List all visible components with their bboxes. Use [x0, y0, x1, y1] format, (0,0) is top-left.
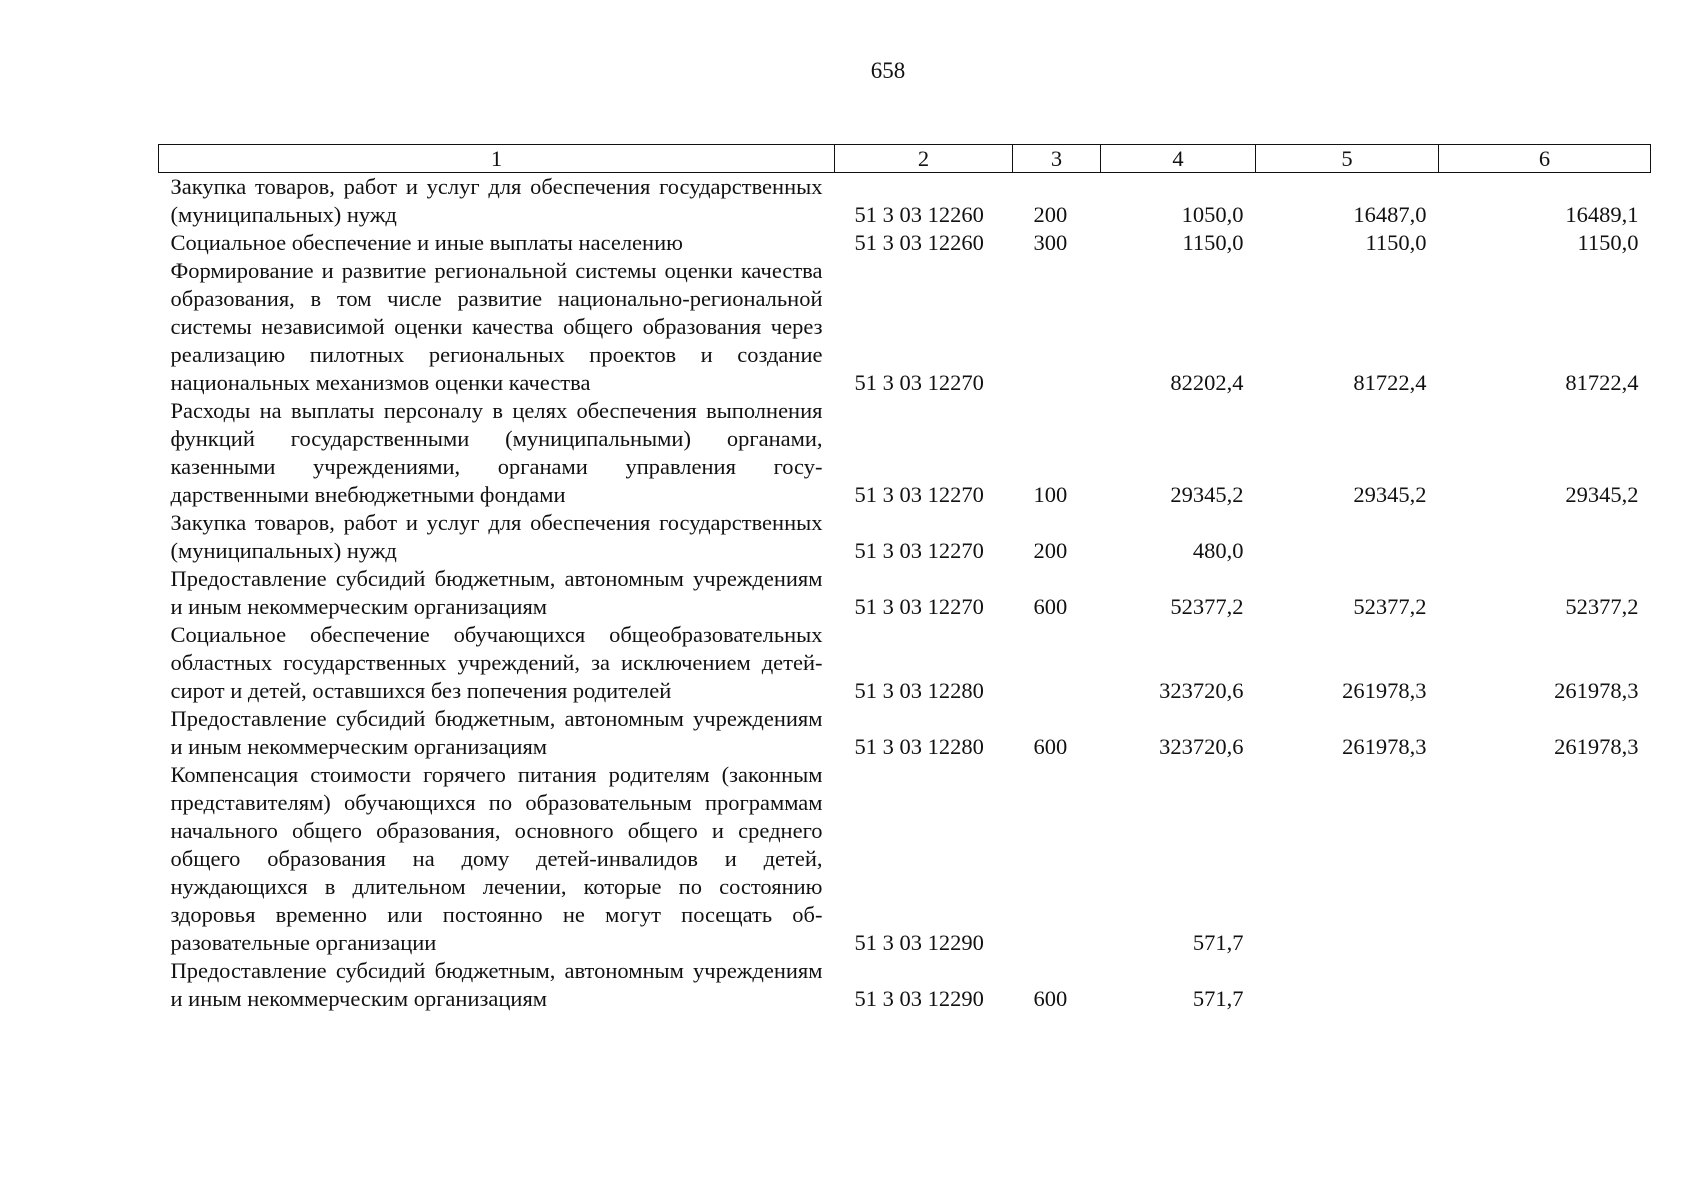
row-target-article-cell: 51 3 03 12290	[854, 986, 984, 1011]
column-header-6: 6	[1439, 145, 1651, 173]
row-target-article-cell: 51 3 03 12280	[854, 734, 984, 759]
row-value-col4-cell: 571,7	[1192, 986, 1244, 1011]
row-expense-type-cell: 200	[1033, 202, 1068, 227]
table-row	[159, 565, 1651, 621]
row-expense-type-cell: 600	[1033, 986, 1068, 1011]
column-header-4: 4	[1101, 145, 1256, 173]
row-name-cell: Закупка товаров, работ и услуг для обеспечения государственных (муниципальных) нужд	[170, 174, 823, 227]
row-target-article-cell: 51 3 03 12270	[854, 594, 984, 619]
row-value-col5-cell: 16487,0	[1353, 202, 1427, 227]
row-expense-type-cell	[1013, 761, 1101, 957]
row-value-col6-cell: 261978,3	[1554, 678, 1639, 703]
page-number: 658	[870, 58, 906, 83]
row-value-col4-cell: 29345,2	[1170, 482, 1244, 507]
row-expense-type-cell: 300	[1033, 230, 1068, 255]
table-row	[159, 257, 1651, 397]
row-name-cell: Предоставление субсидий бюджетным, автономным учреждениям и иным некоммерческим организациям	[170, 706, 823, 759]
row-value-col6-cell: 16489,1	[1565, 202, 1639, 227]
row-expense-type-cell: 600	[1033, 734, 1068, 759]
row-name-cell: Расходы на выплаты персоналу в целях обеспечения выполнения функций государственными (муниципальными) органами, казенными учреждениями, органами управления государственными внебюджетными фондами	[170, 398, 823, 507]
table-row	[159, 761, 1651, 957]
table-row	[159, 229, 1651, 257]
table-row	[159, 957, 1651, 1013]
row-target-article-cell: 51 3 03 12280	[854, 678, 984, 703]
row-value-col5-cell	[1256, 509, 1439, 565]
row-value-col6-cell	[1439, 761, 1651, 957]
column-header-5: 5	[1256, 145, 1439, 173]
row-value-col4-cell: 52377,2	[1170, 594, 1244, 619]
table-header	[159, 145, 1651, 173]
row-value-col5-cell: 261978,3	[1342, 734, 1427, 759]
row-value-col6-cell	[1439, 509, 1651, 565]
row-expense-type-cell	[1013, 621, 1101, 705]
budget-table	[158, 144, 1651, 1013]
table-row	[159, 621, 1651, 705]
row-value-col4-cell: 323720,6	[1159, 678, 1244, 703]
row-name-cell: Предоставление субсидий бюджетным, автономным учреждениям и иным некоммерческим организациям	[170, 958, 823, 1011]
row-value-col6-cell: 261978,3	[1554, 734, 1639, 759]
row-value-col5-cell	[1256, 761, 1439, 957]
table-row	[159, 509, 1651, 565]
table-body	[159, 173, 1651, 1014]
row-value-col5-cell	[1256, 957, 1439, 1013]
row-expense-type-cell: 200	[1033, 538, 1068, 563]
row-name-cell: Формирование и развитие региональной системы оценки качества образования, в том числе развитие национально-региональной системы независимой оценки качества общего образования через реализацию пилотных региональных проектов и создание национальных механизмов оценки качества	[170, 258, 823, 395]
header-row	[159, 145, 1651, 173]
row-name-cell: Предоставление субсидий бюджетным, автономным учреждениям и иным некоммерческим организациям	[170, 566, 823, 619]
row-value-col6-cell: 29345,2	[1565, 482, 1639, 507]
row-expense-type-cell: 600	[1033, 594, 1068, 619]
row-value-col4-cell: 1150,0	[1182, 230, 1244, 255]
row-name-cell: Социальное обеспечение и иные выплаты населению	[170, 230, 683, 255]
row-value-col4-cell: 82202,4	[1170, 370, 1244, 395]
row-value-col6-cell: 52377,2	[1565, 594, 1639, 619]
column-header-3: 3	[1013, 145, 1101, 173]
row-target-article-cell: 51 3 03 12270	[854, 482, 984, 507]
row-target-article-cell: 51 3 03 12270	[854, 370, 984, 395]
row-expense-type-cell: 100	[1033, 482, 1068, 507]
row-value-col5-cell: 261978,3	[1342, 678, 1427, 703]
row-target-article-cell: 51 3 03 12290	[854, 930, 984, 955]
row-value-col6-cell: 81722,4	[1565, 370, 1639, 395]
row-value-col5-cell: 29345,2	[1353, 482, 1427, 507]
row-name-cell: Закупка товаров, работ и услуг для обеспечения государственных (муниципальных) нужд	[170, 510, 823, 563]
row-value-col4-cell: 571,7	[1192, 930, 1244, 955]
row-target-article-cell: 51 3 03 12270	[854, 538, 984, 563]
row-value-col4-cell: 1050,0	[1181, 202, 1244, 227]
row-value-col6-cell	[1439, 957, 1651, 1013]
row-value-col4-cell: 480,0	[1192, 538, 1244, 563]
row-value-col6-cell: 1150,0	[1577, 230, 1639, 255]
row-name-cell: Компенсация стоимости горячего питания родителям (законным представителям) обучающихся по образовательным программам начального общего образования, основного общего и среднего общего образования на дому детей-инвалидов и детей, нуждающихся в длительном лечении, которые по состоянию здоровья временно или постоянно не могут посещать образовательные организации	[170, 762, 823, 955]
row-expense-type-cell	[1013, 257, 1101, 397]
row-target-article-cell: 51 3 03 12260	[854, 230, 984, 255]
row-value-col5-cell: 52377,2	[1353, 594, 1427, 619]
column-header-2: 2	[835, 145, 1013, 173]
column-header-1: 1	[159, 145, 835, 173]
row-name-cell: Социальное обеспечение обучающихся общеобразовательных областных государственных учреждений, за исключением детей-сирот и детей, оставшихся без попечения родителей	[170, 622, 823, 703]
row-value-col5-cell: 1150,0	[1365, 230, 1427, 255]
table-row	[159, 397, 1651, 509]
row-value-col4-cell: 323720,6	[1159, 734, 1244, 759]
row-value-col5-cell: 81722,4	[1353, 370, 1427, 395]
row-target-article-cell: 51 3 03 12260	[854, 202, 984, 227]
table-row	[159, 705, 1651, 761]
table-row	[159, 173, 1651, 230]
